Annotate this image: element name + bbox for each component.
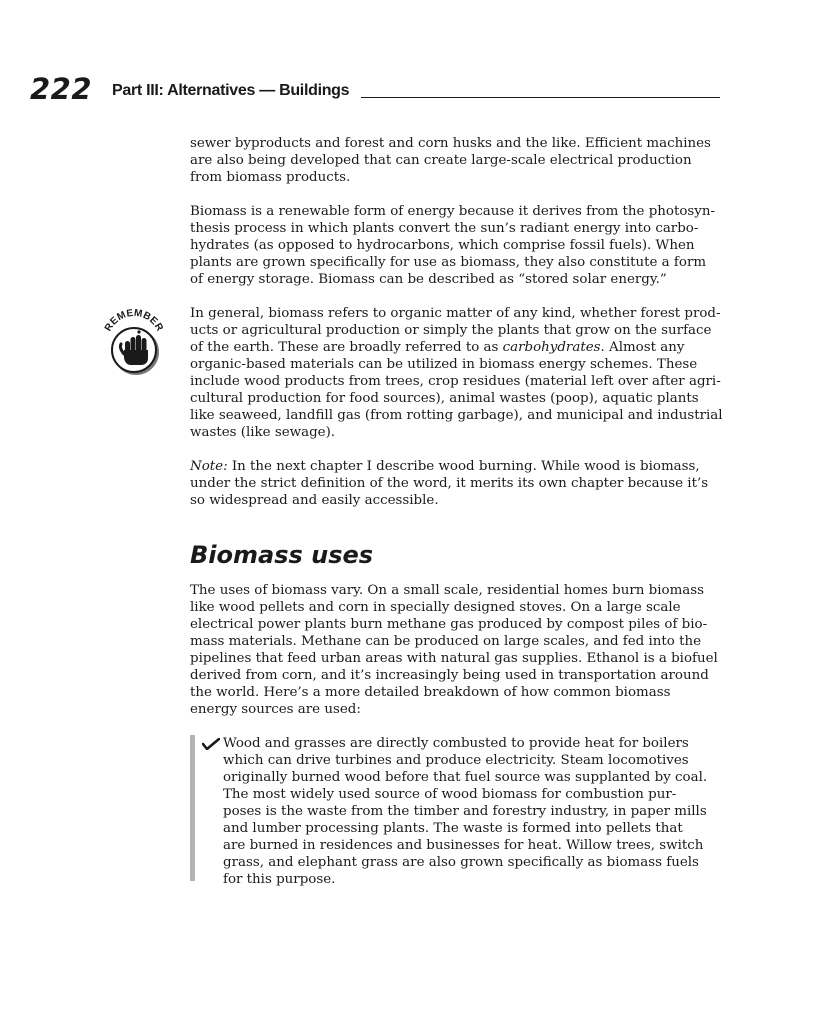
paragraph-5 — [190, 582, 718, 718]
bullet-line: for this purpose. — [223, 872, 336, 887]
running-head: Part III: Alternatives — Buildings — [112, 82, 350, 99]
paragraph-line: under the strict definition of the word, it merits its own chapter because it’s — [190, 476, 709, 491]
paragraph-line: derived from corn, and it’s increasingly being used in transportation around — [190, 668, 709, 683]
paragraph-text: of the earth. These are broadly referred to as — [190, 340, 503, 355]
paragraph-line: plants are grown specifically for use as biomass, they also constitute a form — [190, 255, 707, 270]
paragraph-line: include wood products from trees, crop residues (material left over after agri- — [190, 374, 721, 389]
header-rule — [361, 97, 720, 98]
paragraph-3 — [190, 305, 723, 441]
paragraph-line — [190, 458, 710, 475]
paragraph-line: pipelines that feed urban areas with natural gas supplies. Ethanol is a biofuel — [190, 651, 718, 666]
paragraph-line: electrical power plants burn methane gas produced by compost piles of bio- — [190, 617, 708, 632]
paragraph-line: thesis process in which plants convert the sun’s radiant energy into carbo- — [190, 221, 699, 236]
paragraph-text: Almost any — [604, 340, 685, 355]
bullet-list — [190, 735, 710, 888]
bullet-line: grass, and elephant grass are also grown specifically as biomass fuels — [223, 855, 699, 870]
paragraph-line: The uses of biomass vary. On a small scale, residential homes burn biomass — [190, 583, 704, 598]
bullet-line: which can drive turbines and produce electricity. Steam locomotives — [223, 753, 689, 768]
paragraph-line: wastes (like sewage). — [190, 425, 336, 440]
bullet-line: originally burned wood before that fuel source was supplanted by coal. — [223, 770, 708, 785]
paragraph-line: the world. Here’s a more detailed breakdown of how common biomass — [190, 685, 671, 700]
paragraph-1 — [190, 135, 710, 186]
paragraph-line: cultural production for food sources), animal wastes (poop), aquatic plants — [190, 391, 699, 406]
remember-label: REMEMBER — [102, 308, 166, 334]
paragraph-line: Biomass is a renewable form of energy because it derives from the photosyn- — [190, 204, 716, 219]
paragraph-line: are also being developed that can create large-scale electrical production — [190, 153, 692, 168]
paragraph-line: sewer byproducts and forest and corn husks and the like. Efficient machines — [190, 136, 711, 151]
check-icon — [202, 738, 220, 750]
paragraph-line: from biomass products. — [190, 170, 351, 185]
paragraph-line: of energy storage. Biomass can be described as “stored solar energy.” — [190, 272, 667, 287]
paragraph-text: In the next chapter I describe wood burning. While wood is biomass, — [227, 459, 700, 474]
paragraph-line: hydrates (as opposed to hydrocarbons, which comprise fossil fuels). When — [190, 238, 695, 253]
paragraph-line: organic-based materials can be utilized in biomass energy schemes. These — [190, 357, 698, 372]
paragraph-line: ucts or agricultural production or simply the plants that grow on the surface — [190, 323, 712, 338]
list-item — [190, 735, 710, 888]
paragraph-line: like seaweed, landfill gas (from rotting garbage), and municipal and industrial — [190, 408, 723, 423]
bullet-line: are burned in residences and businesses for heat. Willow trees, switch — [223, 838, 704, 853]
bullet-line: and lumber processing plants. The waste is formed into pellets that — [223, 821, 683, 836]
note-paragraph — [190, 458, 710, 509]
remember-icon — [98, 308, 170, 380]
paragraph-line: so widespread and easily accessible. — [190, 493, 439, 508]
body-text — [190, 135, 723, 888]
paragraph-2 — [190, 203, 716, 288]
paragraph-line: mass materials. Methane can be produced on large scales, and fed into the — [190, 634, 702, 649]
paragraph-line: In general, biomass refers to organic matter of any kind, whether forest prod- — [190, 306, 721, 321]
section-heading: Biomass uses — [190, 541, 374, 569]
page-header — [30, 72, 720, 106]
note-label: Note: — [190, 459, 228, 474]
paragraph-line — [190, 339, 710, 356]
page-number: 222 — [30, 72, 93, 106]
bullet-line: The most widely used source of wood biomass for combustion pur- — [223, 787, 677, 802]
term-carbohydrates: carbohydrates. — [502, 340, 605, 355]
paragraph-line: energy sources are used: — [190, 702, 361, 717]
paragraph-line: like wood pellets and corn in specially designed stoves. On a large scale — [190, 600, 681, 615]
bullet-line: poses is the waste from the timber and forestry industry, in paper mills — [223, 804, 707, 819]
bullet-line: Wood and grasses are directly combusted to provide heat for boilers — [223, 736, 689, 751]
